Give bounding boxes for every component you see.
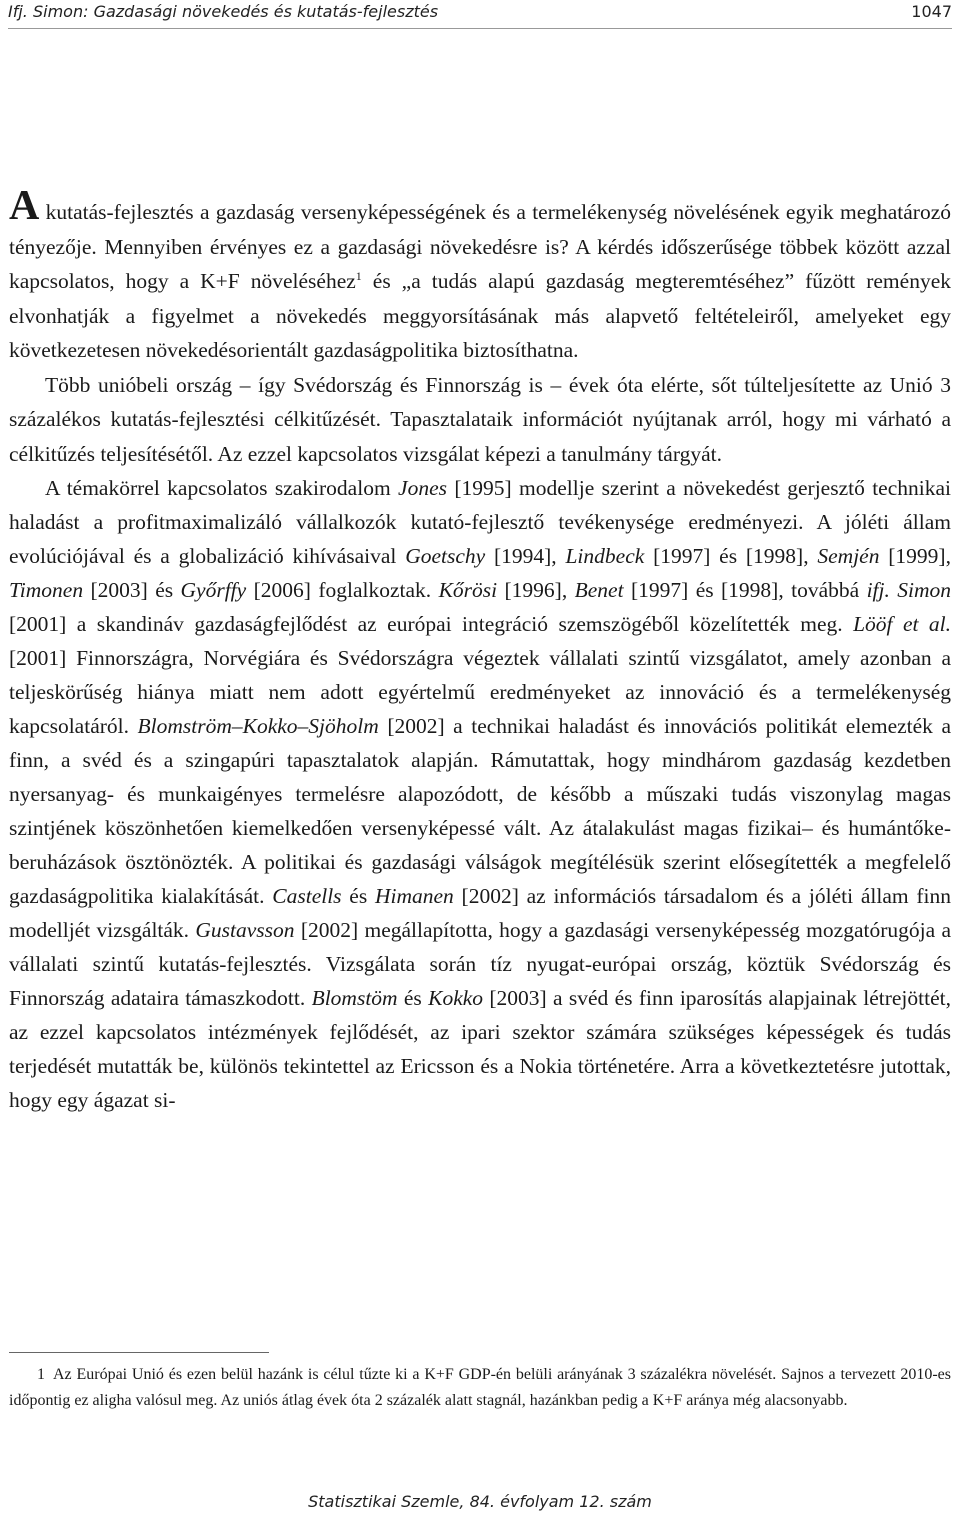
author-citation: Timonen	[9, 578, 84, 602]
header-rule	[8, 28, 952, 29]
paragraph-text: A témakörrel kapcsolatos szakirodalom	[45, 476, 399, 500]
paragraph-text: [2001] a skandináv gazdaságfejlődést az európai integráció szemszögéből közelítették meg.	[9, 612, 854, 636]
author-citation: Goetschy	[405, 544, 486, 568]
author-citation: Semjén	[817, 544, 880, 568]
footnote	[9, 1362, 951, 1414]
paragraph-text: [1999],	[879, 544, 951, 568]
paragraph-eu-countries: Több unióbeli ország – így Svédország és Finnország is – évek óta elérte, sőt túlteljesítette az Unió 3 százalékos kutatás-fejlesztési célkitűzését. Tapasztalataik információt nyújtanak arról, hogy mi várható a célkitűzés teljesítésétől. Az ezzel kapcsolatos vizsgálat képezi a tanulmány tárgyát.	[9, 372, 951, 466]
paragraph-text: [2006] foglalkoztak.	[246, 578, 439, 602]
paragraph-text: [1997] és [1998],	[644, 544, 818, 568]
article-body	[9, 185, 951, 1117]
paragraph-text: [1997] és [1998], továbbá	[623, 578, 867, 602]
paragraph-text: [2003] a svéd és finn iparosítás alapjainak létrejöttét, az ezzel kapcsolatos intézmények fejlődését, az ipari szektor számára szükséges képességek és tudás terjedését mutatták be, különös tekintettel az Ericsson és a Nokia történetére. Arra a következtetésre jutottak, hogy egy ágazat si-	[9, 986, 951, 1112]
paragraph-text: [1994],	[485, 544, 566, 568]
paragraph-text: [2001] Finnországra, Norvégiára és Svédországra végeztek vállalati szintű vizsgálatot, amely azonban a teljeskörűség hiánya miatt nem adott egyértelmű eredményeket az innováció és a termelékenység kapcsolatáról.	[9, 646, 951, 738]
drop-cap: A	[9, 183, 40, 229]
paragraph-text: [2002] a technikai haladást és innovációs politikát elemezték a finn, a svéd és a szingapúri tapasztalatok alapján. Rámutattak, hogy mindhárom gazdaság kezdetben nyersanyag- és munkaigényes termelésre alapozódott, de később a műszaki tudás viszonylag magas szintjének köszönhetően kiemelkedően versenyképessé vált. Az átalakulást magas fizikai– és humántőke-beruházások ösztönözték. A politikai és gazdasági válságok megítélésük szerint elősegítették a megfelelő gazdaságpolitika kialakítását.	[9, 714, 951, 908]
paragraph-text: [2002] megállapította, hogy a gazdasági versenyképesség mozgatórugója a vállalati szintű kutatás-fejlesztés. Vizsgálata során tíz nyugat-európai ország, köztük Svédország és Finnország adataira támaszkodott.	[9, 918, 951, 1010]
author-citation: ifj. Simon	[866, 578, 952, 602]
author-citation: Győrffy	[180, 578, 247, 602]
author-citation: Gustavsson	[195, 918, 295, 942]
author-citation: Himanen	[374, 884, 454, 908]
footnote-rule	[9, 1352, 269, 1353]
author-citation: Kőrösi	[438, 578, 498, 602]
author-citation: Kokko	[428, 986, 484, 1010]
running-title: Ifj. Simon: Gazdasági növekedés és kutatás-fejlesztés	[8, 2, 439, 21]
paragraph-text: és	[341, 884, 375, 908]
paragraph-text: [1995] modellje szerint a növekedést gerjesztő technikai haladást a profitmaximalizáló vállalkozók kutató-fejlesztő tevékenysége eredményezi. A jóléti állam evolúciójával és a globalizáció kihívásaival	[9, 476, 951, 568]
paragraph-text: és „a tudás alapú gazdaság megteremtéséhez” fűzött remények elvonhatják a figyelmet a növekedés meggyorsításának más alapvető feltételeiről, amelyeket egy következetesen növekedésorientált gazdaságpolitika biztosíthatna.	[9, 269, 951, 362]
page-number: 1047	[911, 2, 952, 21]
paragraph-text: és	[397, 986, 429, 1010]
author-citation: Blomström–Kokko–Sjöholm	[137, 714, 379, 738]
author-citation: Lööf et al.	[853, 612, 952, 636]
paragraph-intro	[9, 185, 951, 368]
paragraph-text: [2002] az információs társadalom és a jóléti állam finn modelljét vizsgálták.	[9, 884, 952, 942]
paragraph-text: [1996],	[497, 578, 575, 602]
author-citation: Castells	[272, 884, 342, 908]
author-citation: Jones	[398, 476, 447, 500]
author-citation: Benet	[574, 578, 624, 602]
author-citation: Lindbeck	[565, 544, 645, 568]
running-header	[8, 0, 952, 26]
paragraph-text: kutatás-fejlesztés a gazdaság versenyképességének és a termelékenység növelésének egyik meghatározó tényezője. Mennyiben érvényes ez a gazdasági növekedésre is? A kérdés időszerűsége többek között azzal kapcsolatos, hogy a K+F növeléséhez	[9, 200, 951, 293]
footnote-reference: 1	[355, 269, 362, 283]
author-citation: Blomstöm	[311, 986, 398, 1010]
footnote-number: 1	[37, 1366, 45, 1383]
journal-footer: Statisztikai Szemle, 84. évfolyam 12. szám	[308, 1492, 652, 1511]
footnote-text: Az Európai Unió és ezen belül hazánk is célul tűzte ki a K+F GDP-én belüli arányának 3 százalékra növelését. Sajnos a tervezett 2010-es időpontig ez aligha valósul meg. Az uniós átlag évek óta 2 százalék alatt stagnál, hazánkban pedig a K+F aránya még alacsonyabb.	[9, 1366, 951, 1409]
paragraph-text: [2003] és	[83, 578, 181, 602]
paragraph-literature	[9, 471, 951, 1117]
